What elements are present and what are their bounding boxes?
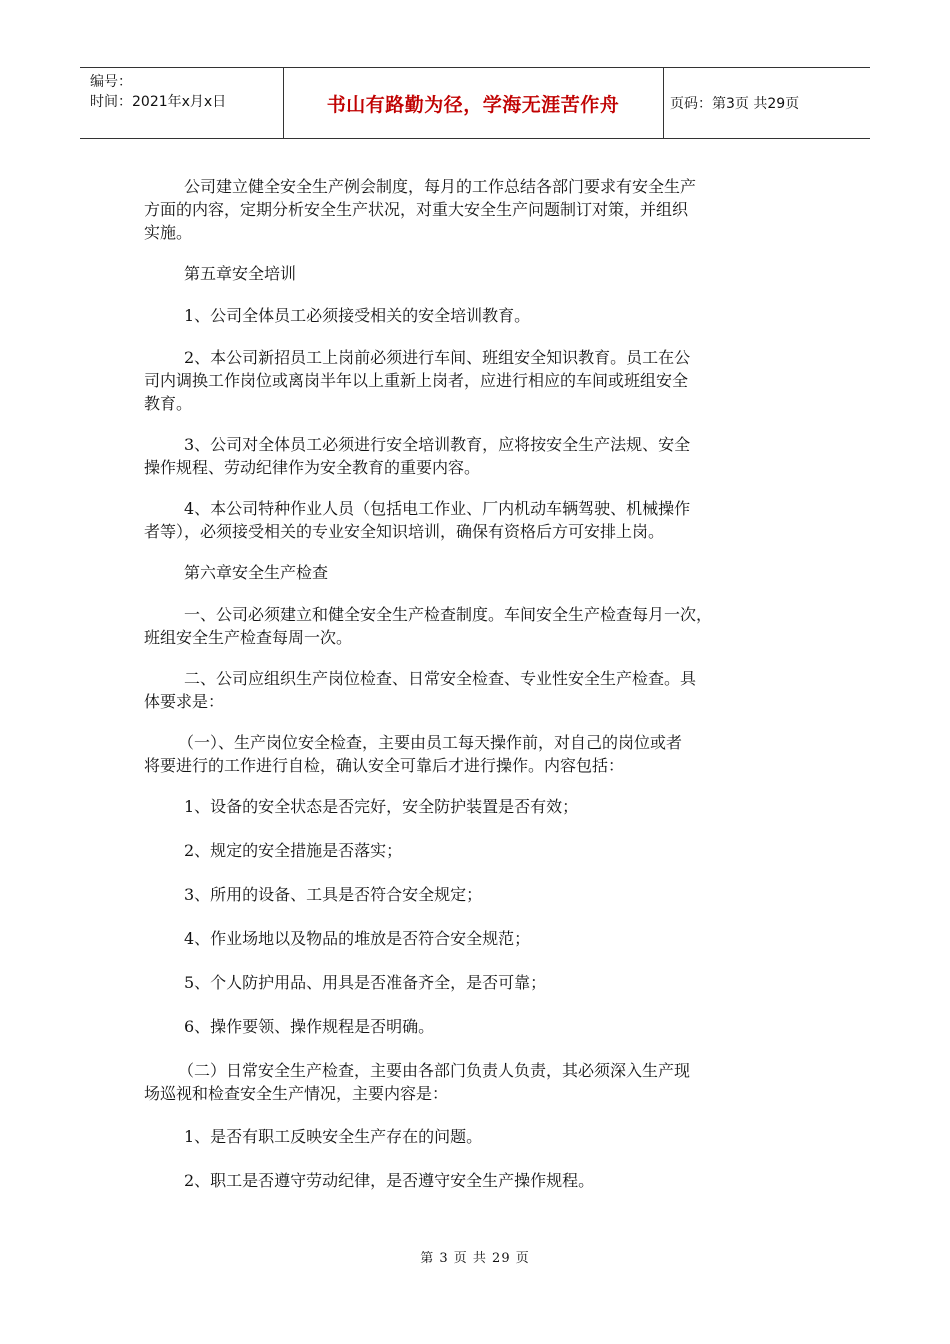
- paragraph: [144, 497, 804, 543]
- paragraph-line: 场巡视和检查安全生产情况，主要内容是：: [144, 1084, 449, 1103]
- paragraph-line: 2、本公司新招员工上岗前必须进行车间、班组安全知识教育。员工在公: [184, 348, 691, 367]
- paragraph-line: 5、个人防护用品、用具是否准备齐全，是否可靠；: [184, 973, 547, 992]
- paragraph-line: 方面的内容，定期分析安全生产状况，对重大安全生产问题制订对策，并组织: [144, 200, 689, 219]
- paragraph: [144, 795, 804, 819]
- paragraph-line: 2、职工是否遵守劳动纪律，是否遵守安全生产操作规程。: [184, 1171, 595, 1190]
- document-body: [144, 157, 804, 1193]
- page-header: [80, 67, 870, 139]
- paragraph-line: 3、公司对全体员工必须进行安全培训教育，应将按安全生产法规、安全: [184, 435, 691, 454]
- paragraph-line: （一）、生产岗位安全检查，主要由员工每天操作前，对自己的岗位或者: [178, 733, 683, 752]
- paragraph-line: 一、公司必须建立和健全安全生产检查制度。车间安全生产检查每月一次，: [184, 605, 713, 624]
- paragraph-line: 公司建立健全安全生产例会制度，每月的工作总结各部门要求有安全生产: [184, 177, 697, 196]
- paragraph: [144, 971, 804, 995]
- paragraph-line: 将要进行的工作进行自检，确认安全可靠后才进行操作。内容包括：: [144, 756, 625, 775]
- paragraph-line: 1、设备的安全状态是否完好，安全防护装置是否有效；: [184, 797, 579, 816]
- paragraph-line: 第六章安全生产检查: [184, 563, 329, 582]
- paragraph: [144, 304, 804, 328]
- paragraph: [144, 175, 804, 244]
- paragraph-line: 1、公司全体员工必须接受相关的安全培训教育。: [184, 306, 531, 325]
- paragraph-line: 实施。: [144, 223, 193, 242]
- paragraph-line: 者等），必须接受相关的专业安全知识培训，确保有资格后方可安排上岗。: [144, 522, 665, 541]
- paragraph: [144, 927, 804, 951]
- paragraph-line: （二）日常安全生产检查，主要由各部门负责人负责，其必须深入生产现: [178, 1061, 691, 1080]
- paragraph-line: 4、作业场地以及物品的堆放是否符合安全规范；: [184, 929, 531, 948]
- paragraph: [144, 731, 804, 777]
- paragraph-line: 操作规程、劳动纪律作为安全教育的重要内容。: [144, 458, 481, 477]
- paragraph-line: 教育。: [144, 394, 193, 413]
- paragraph-line: 3、所用的设备、工具是否符合安全规定；: [184, 885, 483, 904]
- paragraph-line: 6、操作要领、操作规程是否明确。: [184, 1017, 435, 1036]
- paragraph: [144, 603, 804, 649]
- paragraph: [144, 883, 804, 907]
- paragraph-line: 体要求是：: [144, 692, 225, 711]
- paragraph: [144, 346, 804, 415]
- paragraph-line: 班组安全生产检查每周一次。: [144, 628, 353, 647]
- paragraph: [144, 1059, 804, 1105]
- paragraph: [144, 561, 804, 585]
- paragraph-line: 2、规定的安全措施是否落实；: [184, 841, 403, 860]
- paragraph-line: 第五章安全培训: [184, 264, 297, 283]
- paragraph-line: 1、是否有职工反映安全生产存在的问题。: [184, 1127, 483, 1146]
- header-divider-right: [663, 68, 664, 138]
- page-footer: 第 3 页 共 29 页: [420, 1251, 530, 1266]
- date-line: 时间：2021年x月x日: [90, 94, 227, 110]
- header-meta: [90, 72, 226, 112]
- paragraph: [144, 1169, 804, 1193]
- paragraph: [144, 667, 804, 713]
- paragraph-line: 4、本公司特种作业人员（包括电工作业、厂内机动车辆驾驶、机械操作: [184, 499, 691, 518]
- paragraph: [144, 433, 804, 479]
- header-motto: 书山有路勤为径，学海无涯苦作舟: [326, 93, 620, 116]
- paragraph: [144, 1125, 804, 1149]
- paragraph-line: 二、公司应组织生产岗位检查、日常安全检查、专业性安全生产检查。具: [184, 669, 697, 688]
- paragraph-line: 司内调换工作岗位或离岗半年以上重新上岗者，应进行相应的车间或班组安全: [144, 371, 689, 390]
- header-page-info: 页码：第3页 共29页: [670, 96, 800, 112]
- paragraph: [144, 262, 804, 286]
- paragraph: [144, 1015, 804, 1039]
- paragraph: [144, 839, 804, 863]
- serial-label: 编号：: [90, 74, 132, 90]
